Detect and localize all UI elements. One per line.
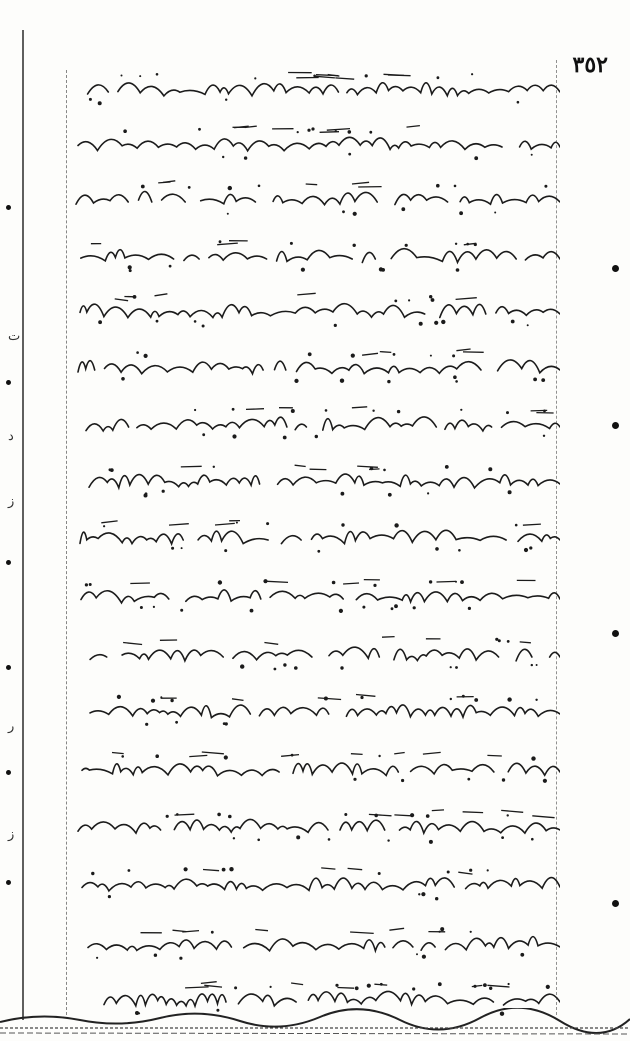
margin-dot (6, 560, 11, 565)
handwritten-line (74, 235, 560, 269)
margin-dot (6, 665, 11, 670)
page-number: ٣٥٢ (572, 52, 608, 78)
handwritten-line (76, 516, 560, 550)
handwritten-line (74, 346, 560, 380)
margin-dot (6, 880, 11, 885)
handwritten-line (72, 178, 560, 212)
handwritten-line (100, 978, 560, 1012)
margin-dot (6, 205, 11, 210)
margin-mark: ز (8, 827, 15, 842)
margin-mark: ز (8, 494, 15, 509)
handwritten-line (84, 633, 560, 667)
handwritten-line (78, 863, 560, 897)
handwritten-text-block (70, 68, 560, 1028)
handwritten-line (82, 403, 560, 437)
left-text-margin-rule (66, 70, 67, 1015)
handwritten-line (78, 748, 560, 782)
page-bottom-edge (0, 1008, 630, 1041)
handwritten-line (84, 923, 560, 957)
margin-dot (612, 265, 619, 272)
margin-mark: د (8, 429, 14, 444)
margin-dot (612, 630, 619, 637)
handwritten-line (74, 123, 560, 157)
handwritten-line (80, 460, 560, 494)
margin-dot (6, 770, 11, 775)
handwritten-line (76, 290, 560, 324)
handwritten-line (86, 690, 560, 724)
binding-edge-line (22, 30, 24, 1020)
handwritten-line (80, 68, 560, 102)
margin-dot (612, 900, 619, 907)
margin-dot (6, 380, 11, 385)
margin-dot (612, 422, 619, 429)
handwritten-line (74, 806, 560, 840)
margin-mark: ر (8, 719, 15, 734)
margin-mark: ت (8, 329, 21, 344)
handwritten-line (76, 575, 560, 609)
